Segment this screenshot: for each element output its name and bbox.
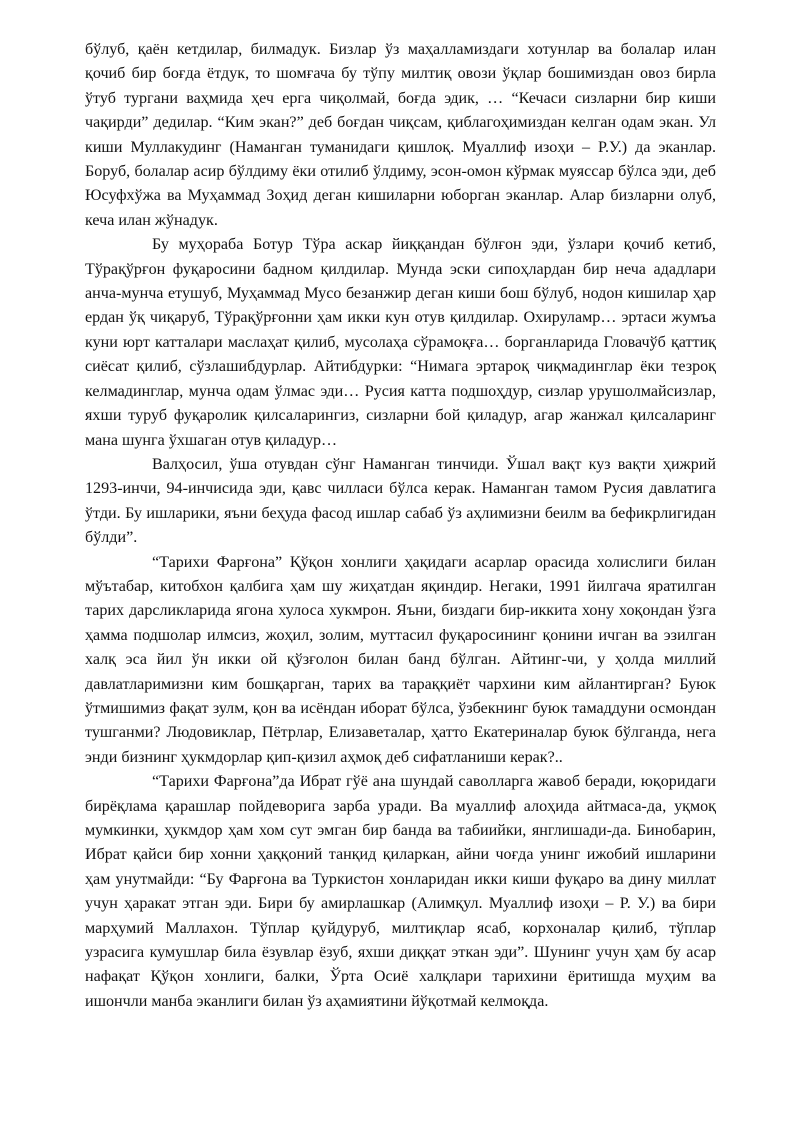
document-page: [85, 38, 716, 1014]
paragraph: “Тарихи Фарғона”да Ибрат гўё ана шундай саволларга жавоб беради, юқоридаги бирёқлама қарашлар пойдеворига зарба уради. Ва муаллиф алоҳида айтмаса-да, уқмоқ мумкинки, ҳукмдор ҳам хом сут эмган бир банда ва табиийки, янглишади-да. Бинобарин, Ибрат қайси бир хонни ҳаққоний танқид қиларкан, айни чоғда унинг ижобий ишларини ҳам унутмайди: “Бу Фарғона ва Туркистон хонларидан икки киши фуқаро ва дину миллат учун ҳаракат этган эди. Бири бу амирлашкар (Алимқул. Муаллиф изоҳи – Р. У.) ва бири марҳумий Маллахон. Тўплар қуйдуруб, милтиқлар ясаб, корхоналар қилиб, тўплар узрасига кумушлар била ёзувлар ёзуб, яхши диққат эткан эди”. Шунинг учун ҳам бу асар нафақат Қўқон хонлиги, балки, Ўрта Осиё халқлари тарихини ёритишда муҳим ва ишончли манба эканлиги билан ўз аҳамиятини йўқотмай келмоқда.: [85, 773, 716, 1010]
paragraph: Бу муҳораба Ботур Тўра аскар йиққандан бўлғон эди, ўзлари қочиб кетиб, Тўрақўрғон фуқаросини бадном қилдилар. Мунда эски сипоҳлардан бир неча ададлари анча-мунча етушуб, Муҳаммад Мусо безанжир деган киши бош бўлуб, нодон кишилар ҳар ердан ўқ чиқаруб, Тўрақўрғонни ҳам икки кун отув қилдилар. Охируламр… эртаси жумъа куни юрт катталари маслаҳат қилиб, мусолаҳа сўрамоқға… борганларида Гловачўб қаттиқ сиёсат қилиб, сўзлашибдурлар. Айтибдурки: “Нимага эртароқ чиқмадинглар ёки тезроқ келмадинглар, мунча одам ўлмас эди… Русия катта подшоҳдур, сизлар урушолмайсизлар, яхши туруб фуқаролик қилсаларингиз, сизларни бой қиладур, агар жанжал қилсаларинг мана шунга ўхшаган отув қиладур…: [85, 236, 716, 449]
paragraph: “Тарихи Фарғона” Қўқон хонлиги ҳақидаги асарлар орасида холислиги билан мўътабар, китобхон қалбига ҳам шу жиҳатдан яқиндир. Негаки, 1991 йилгача яратилган тарих дарсликларида ягона хулоса хукмрон. Яъни, биздаги бир-иккита хону хоқондан ўзга ҳамма подшолар илмсиз, жоҳил, золим, муттасил фуқаросининг қонини ичган ва эзилган халқ эса йил ўн икки ой қўзғолон билан банд бўлган. Айтинг-чи, у ҳолда миллий давлатларимизни ким бошқарган, тарих ва тараққиёт чархини ким айлантирган? Буюк ўтмишимиз фақат зулм, қон ва исёндан иборат бўлса, ўзбекнинг буюк тамаддуни осмондан тушганми? Людовиклар, Пётрлар, Елизаветалар, ҳатто Екатериналар буюк бўлганда, нега энди бизнинг ҳукмдорлар қип-қизил аҳмоқ деб сифатланиши керак?..: [85, 553, 716, 766]
paragraph: бўлуб, қаён кетдилар, билмадук. Бизлар ўз маҳалламиздаги хотунлар ва болалар илан қочиб бир боғда ётдук, то шомғача бу тўпу милтиқ овози ўқлар бошимиздан овоз бирла ўтуб тургани ваҳмида ҳеч ерга чиқолмай, боғда эдик, … “Кечаси сизларни бир киши чақирди” дедилар. “Ким экан?” деб боғдан чиқсам, қиблагоҳимиздан келган одам экан. Ул киши Муллакудинг (Наманган туманидаги қишлоқ. Муаллиф изоҳи – Р.У.) да эканлар. Боруб, болалар асир бўлдиму ёки отилиб ўлдиму, эсон-омон кўрмак муяссар бўлса эди, деб Юсуфхўжа ва Муҳаммад Зоҳид деган кишиларни юборган эканлар. Алар бизларни олуб, кеча илан жўнадук.: [85, 41, 716, 229]
paragraph: Валҳосил, ўша отувдан сўнг Наманган тинчиди. Ўшал вақт куз вақти ҳижрий 1293-инчи, 94-инчисида эди, қавс чилласи бўлса керак. Наманган тамом Русия давлатига ўтди. Бу ишларики, яъни беҳуда фасод ишлар сабаб ўз аҳлимизни беилм ва бефикрлигидан бўлди”.: [85, 455, 716, 547]
